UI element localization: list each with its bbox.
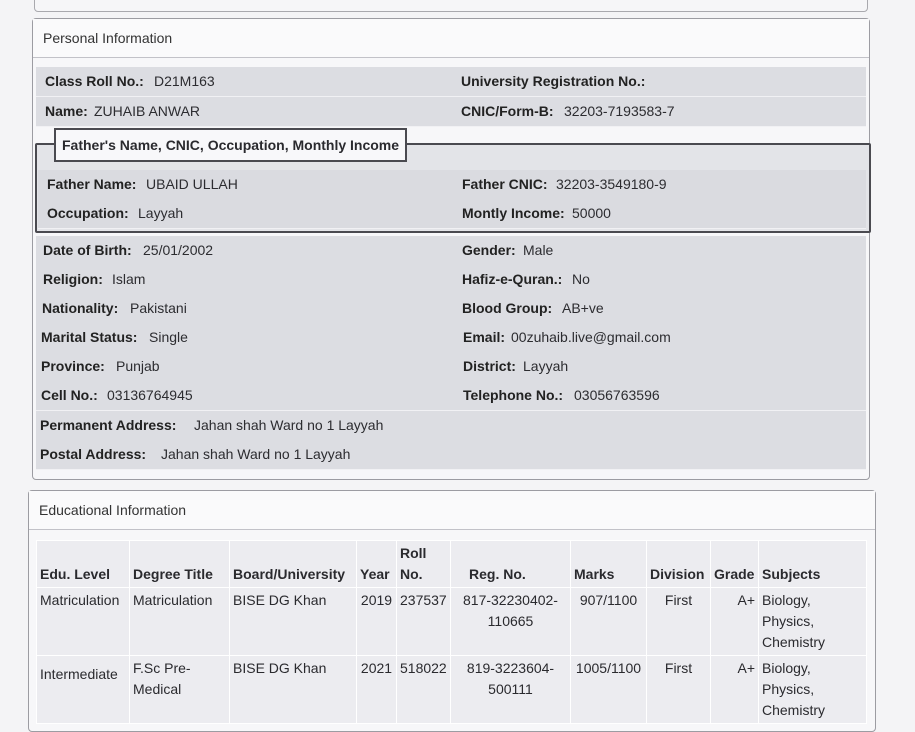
father-name-value: UBAID ULLAH	[146, 176, 238, 192]
postal-address-value: Jahan shah Ward no 1 Layyah	[161, 446, 351, 462]
father-cnic-value: 32203-3549180-9	[556, 176, 667, 192]
grade-cell: A+	[711, 656, 759, 724]
father-name-label: Father Name:	[47, 176, 137, 192]
col-year: Year	[357, 541, 397, 588]
postal-address-label: Postal Address:	[40, 446, 147, 462]
monthly-income-label: Montly Income:	[462, 205, 565, 221]
education-table	[36, 540, 867, 724]
father-cnic-label: Father CNIC:	[462, 176, 548, 192]
table-header-row	[37, 541, 867, 588]
cell-no-value: 03136764945	[107, 387, 193, 403]
district-value: Layyah	[523, 358, 569, 374]
info-row-nationality	[36, 294, 866, 324]
personal-info-header: Personal Information	[33, 19, 869, 58]
subjects-cell: Biology, Physics, Chemistry	[759, 588, 867, 656]
edu-level-cell: Matriculation	[37, 588, 130, 656]
nationality-label: Nationality:	[42, 300, 119, 316]
email-value: 00zuhaib.live@gmail.com	[511, 329, 671, 345]
col-degree-title: Degree Title	[130, 541, 230, 588]
religion-value: Islam	[112, 271, 146, 287]
col-marks: Marks	[571, 541, 647, 588]
year-cell: 2021	[357, 656, 397, 724]
info-row-occupation	[38, 199, 866, 229]
province-label: Province:	[41, 358, 105, 374]
name-value: ZUHAIB ANWAR	[94, 103, 201, 119]
reg-no-cell: 819-3223604-500111	[451, 656, 571, 724]
gender-value: Male	[523, 242, 554, 258]
info-row-permanent-address	[36, 411, 866, 441]
religion-label: Religion:	[43, 271, 103, 287]
edu-level-cell: Intermediate	[37, 656, 130, 724]
grade-cell: A+	[711, 588, 759, 656]
hafiz-label: Hafiz-e-Quran.:	[462, 271, 563, 287]
dob-value: 25/01/2002	[143, 242, 214, 258]
occupation-value: Layyah	[138, 205, 184, 221]
university-reg-label: University Registration No.:	[461, 73, 646, 89]
telephone-label: Telephone No.:	[463, 387, 564, 403]
class-roll-label: Class Roll No.:	[45, 73, 144, 89]
blood-group-value: AB+ve	[562, 300, 604, 316]
subjects-cell: Biology, Physics, Chemistry	[759, 656, 867, 724]
info-row-marital	[36, 323, 866, 353]
hafiz-value: No	[572, 271, 590, 287]
occupation-label: Occupation:	[47, 205, 129, 221]
table-row	[37, 588, 867, 656]
col-grade: Grade	[711, 541, 759, 588]
monthly-income-value: 50000	[572, 205, 611, 221]
roll-no-cell: 518022	[397, 656, 451, 724]
col-division: Division	[647, 541, 711, 588]
roll-no-cell: 237537	[397, 588, 451, 656]
info-row-religion	[36, 265, 866, 295]
col-subjects: Subjects	[759, 541, 867, 588]
year-cell: 2019	[357, 588, 397, 656]
district-label: District:	[463, 358, 516, 374]
telephone-value: 03056763596	[574, 387, 660, 403]
info-row-postal-address	[36, 440, 866, 470]
division-cell: First	[647, 656, 711, 724]
info-row-dob	[36, 236, 866, 266]
cnic-label: CNIC/Form-B:	[461, 103, 554, 119]
blood-group-label: Blood Group:	[462, 300, 553, 316]
gender-label: Gender:	[462, 242, 516, 258]
col-board: Board/University	[230, 541, 357, 588]
info-row-roll	[36, 67, 866, 97]
info-row-name	[36, 97, 866, 127]
reg-no-cell: 817-32230402-110665	[451, 588, 571, 656]
info-row-cell	[36, 381, 866, 411]
previous-section-edge	[34, 0, 868, 12]
name-label: Name:	[45, 103, 88, 119]
col-reg-no: Reg. No.	[451, 541, 571, 588]
division-cell: First	[647, 588, 711, 656]
dob-label: Date of Birth:	[43, 242, 132, 258]
permanent-address-label: Permanent Address:	[40, 417, 177, 433]
col-edu-level: Edu. Level	[37, 541, 130, 588]
info-row-father-name	[38, 170, 866, 200]
degree-title-cell: Matriculation	[130, 588, 230, 656]
email-label: Email:	[463, 329, 506, 345]
board-cell: BISE DG Khan	[230, 656, 357, 724]
marital-status-label: Marital Status:	[41, 329, 138, 345]
cell-no-label: Cell No.:	[41, 387, 98, 403]
table-row	[37, 656, 867, 724]
marks-cell: 907/1100	[571, 588, 647, 656]
marital-status-value: Single	[149, 329, 188, 345]
board-cell: BISE DG Khan	[230, 588, 357, 656]
info-row-province	[36, 352, 866, 382]
cnic-value: 32203-7193583-7	[564, 103, 675, 119]
permanent-address-value: Jahan shah Ward no 1 Layyah	[194, 417, 384, 433]
marks-cell: 1005/1100	[571, 656, 647, 724]
province-value: Punjab	[116, 358, 160, 374]
class-roll-value: D21M163	[154, 73, 215, 89]
col-roll-no: Roll No.	[397, 541, 451, 588]
educational-info-header: Educational Information	[29, 491, 875, 530]
nationality-value: Pakistani	[130, 300, 187, 316]
degree-title-cell: F.Sc Pre-Medical	[130, 656, 230, 724]
father-section-title: Father's Name, CNIC, Occupation, Monthly Income	[54, 128, 407, 162]
